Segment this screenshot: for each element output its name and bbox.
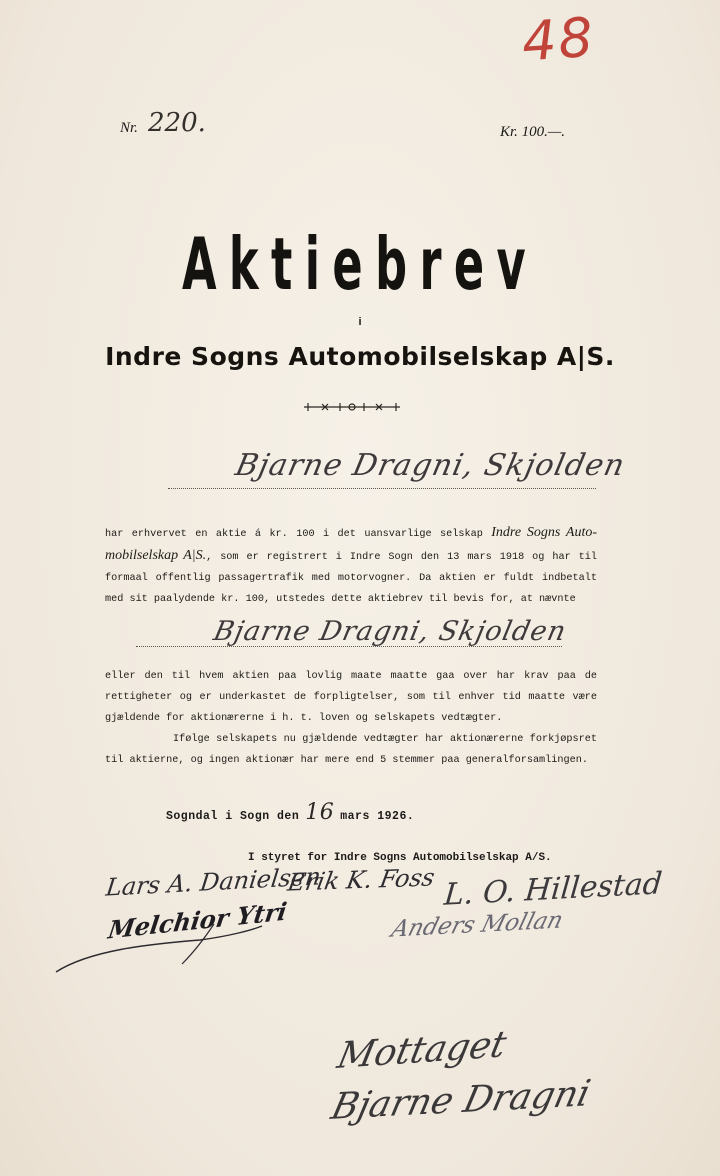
certificate-amount: Kr. 100.—.	[500, 124, 566, 140]
title-connector: i	[358, 316, 362, 328]
rights-paragraph: eller den til hvem aktien paa lovlig maate maatte gaa over har krav paa de rettigheter og er underkastet de forpligtelser, som til enhver tid maatte være gjældende for aktionærerne i h. t. loven og selskapets vedtægter.	[105, 671, 597, 724]
archive-number: 48	[519, 5, 597, 74]
signature-3: L. O. Hillestad	[442, 866, 664, 913]
body-text-continued: , som er registrert i Indre Sogn den 13 mars 1918 og har til formaal offentlig passagertrafik med motorvogner. Da aktien er fuldt indbetalt med sit paalydende kr. 100, utstedes dette aktiebrev til bevis for, at nævnte	[105, 552, 597, 605]
company-italic-a: Indre Sogns Auto-	[491, 525, 597, 540]
company-italic-b: mobilselskap A|S.	[105, 548, 207, 563]
signature-1: Lars A. Danielsen	[104, 862, 323, 902]
signature-5: Anders Mollan	[388, 907, 566, 943]
document-title: Aktiebrev	[181, 222, 539, 306]
issue-day-handwritten: 16	[305, 800, 335, 825]
company-name: Indre Sogns Automobilselskap A|S.	[105, 342, 615, 371]
body-text-intro: har erhvervet en aktie á kr. 100 i det uansvarlige selskap	[105, 529, 492, 540]
issue-month-year: mars 1926.	[340, 810, 415, 823]
certificate-number-value: 220.	[148, 108, 206, 138]
signature-2: Erik K. Foss	[285, 863, 437, 897]
receipt-name-handwritten: Bjarne Dragni	[327, 1072, 595, 1129]
preemption-paragraph: Ifølge selskapets nu gjældende vedtægter har aktionærerne forkjøpsret til aktierne, og ingen aktionær har mere end 5 stemmer paa generalforsamlingen.	[105, 734, 597, 766]
receipt-label-handwritten: Mottaget	[333, 1023, 510, 1078]
signature-4: Melchior Ytri	[106, 896, 289, 945]
certificate-number-label: Nr.	[120, 120, 138, 136]
holder-name-handwritten: Bjarne Dragni, Skjolden	[232, 448, 629, 483]
holder-name-handwritten-repeat: Bjarne Dragni, Skjolden	[210, 616, 570, 647]
board-signature-line: I styret for Indre Sogns Automobilselskap A/S.	[248, 852, 552, 864]
issue-place: Sogndal i Sogn den	[166, 810, 300, 823]
